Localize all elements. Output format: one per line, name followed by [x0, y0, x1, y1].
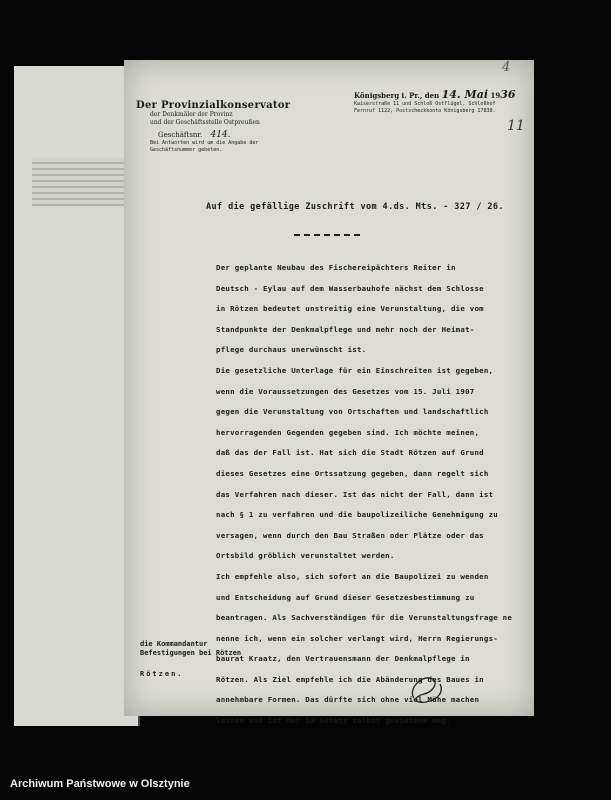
- recipient-line: Befestigungen bei Rötzen: [140, 649, 242, 657]
- text-line: dieses Gesetzes eine Ortssatzung gegeben, dann regelt sich: [216, 468, 489, 478]
- paragraph: [216, 567, 536, 732]
- place-date-row: [354, 88, 532, 101]
- text-line: hervorragenden Gegenden gegeben sind. Ich möchte meinen,: [216, 427, 480, 437]
- dashed-divider: [294, 234, 360, 236]
- text-line: Ortsbild gröblich verunstaltet werden.: [216, 551, 395, 561]
- address-line: Fernruf 1122, Postscheckkonto Königsberg 17830.: [354, 108, 496, 114]
- address-line: Kaiserstraße 11 und Schloß Ostflügel, Schloßhof: [354, 101, 496, 107]
- text-line: beantragen. Als Sachverständigen für die Verunstaltungsfrage ne: [216, 613, 513, 623]
- letter-body: [216, 258, 536, 732]
- letterhead-place-date: [354, 88, 532, 115]
- text-line: gegen die Verunstaltung von Ortschaften und landschaftlich: [216, 407, 489, 417]
- journal-number-row: [158, 130, 296, 140]
- text-line: baurat Kraatz, den Vertrauensmann der Denkmalpflege in: [216, 654, 470, 664]
- paragraph: [216, 258, 536, 361]
- recipient-town: Rötzen.: [140, 670, 184, 678]
- text-line: und Entscheidung auf Grund dieser Gesetzesbestimmung zu: [216, 592, 475, 602]
- pencil-page-number: 4: [502, 60, 511, 75]
- year-prefix: 19: [490, 91, 501, 100]
- text-line: Deutsch - Eylau auf dem Wasserbauhofe nächst dem Schlosse: [216, 283, 484, 293]
- letterhead-sender: [136, 100, 296, 154]
- reply-note: Geschäftsnummer gebeten.: [150, 147, 223, 153]
- place-label: Königsberg i. Pr., den: [354, 91, 440, 100]
- institution-name: Der Provinzialkonservator: [136, 100, 291, 111]
- text-line: in Rötzen bedeutet unstreitig eine Verunstaltung, die vom: [216, 304, 484, 314]
- letter-page: [124, 60, 534, 726]
- institution-line: der Denkmäler der Provinz: [150, 111, 233, 118]
- text-line: Die gesetzliche Unterlage für ein Einschreiten ist gegeben,: [216, 365, 494, 375]
- handwritten-signature: [404, 670, 448, 706]
- institution-line: und der Geschäftsstelle Ostpreußen: [150, 119, 260, 126]
- reply-note: Bei Antworten wird um die Angabe der: [150, 140, 259, 146]
- text-line: daß das der Fall ist. Hat sich die Stadt Rötzen auf Grund: [216, 448, 484, 458]
- journal-number: 414.: [210, 130, 231, 140]
- text-line: nach § 1 zu verfahren und die baupolizeiliche Genehmigung zu: [216, 510, 498, 520]
- journal-label: Geschäftsnr.: [158, 131, 203, 139]
- underlying-stamp: [32, 158, 124, 206]
- text-line: Ich empfehle also, sich sofort an die Baupolizei zu wenden: [216, 571, 489, 581]
- text-line: versagen, wenn durch den Bau Straßen oder Plätze oder das: [216, 530, 484, 540]
- paragraph: [216, 361, 536, 567]
- text-line: nenne ich, wenn ein solcher verlangt wird, Herrn Regierungs-: [216, 633, 498, 643]
- pencil-folio-number: 11: [507, 118, 525, 134]
- text-line: Rötzen. Als Ziel empfehle ich die Abänderung des Baues in: [216, 674, 484, 684]
- archive-label: Archiwum Państwowe w Olsztynie: [10, 778, 190, 790]
- text-line: pflege durchaus unerwünscht ist.: [216, 345, 367, 355]
- text-line: annehmbare Formen. Das dürfte sich ohne viel Mühe machen: [216, 695, 480, 705]
- text-line: Der geplante Neubau des Fischereipächters Reiter in: [216, 263, 456, 272]
- recipient-address: [140, 640, 241, 679]
- reference-line: Auf die gefällige Zuschrift vom 4.ds. Mts. - 327 / 26.: [206, 202, 504, 212]
- text-line: das Verfahren nach dieser. Ist das nicht der Fall, dann ist: [216, 489, 494, 499]
- handwritten-year: 36: [500, 88, 516, 101]
- text-line: Standpunkte der Denkmalpflege und mehr noch der Heimat-: [216, 324, 475, 334]
- underlying-page: [14, 66, 140, 726]
- handwritten-date: 14. Mai: [441, 88, 489, 101]
- text-line: lassen und ist der im Gesetz selbst gewiesene Weg.: [216, 716, 451, 726]
- text-line: wenn die Voraussetzungen des Gesetzes vom 15. Juli 1907: [216, 386, 475, 396]
- recipient-line: die Kommandantur: [140, 640, 208, 648]
